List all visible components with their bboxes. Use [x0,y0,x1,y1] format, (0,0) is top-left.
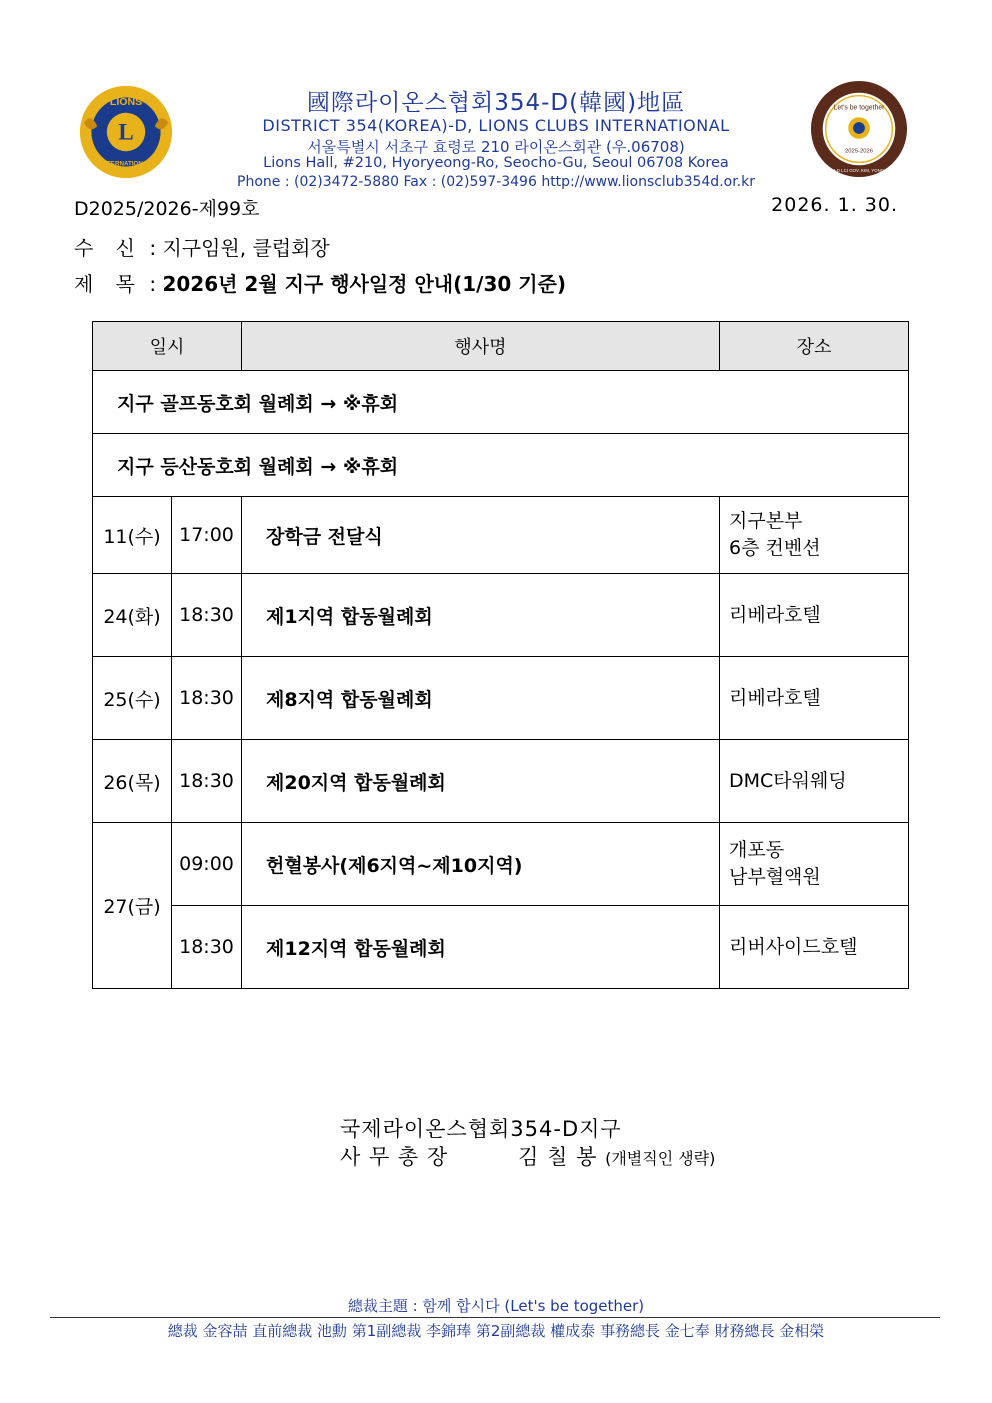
address-en: Lions Hall, #210, Hyoryeong-Ro, Seocho-Gu, Seoul 06708 Korea [263,155,729,171]
row-day: 24(화) [93,574,172,657]
row-time: 18:30 [172,740,242,823]
row-place: 리베라호텔 [720,574,909,657]
table-row [93,740,909,823]
subject-value: 2026년 2월 지구 행사일정 안내(1/30 기준) [162,272,567,296]
place-line: 6층 컨벤션 [729,537,821,559]
table-row [93,497,909,574]
row-time: 17:00 [172,497,242,574]
svg-text:Let's be together: Let's be together [833,104,885,112]
row-place [720,823,909,906]
table-row [93,371,909,434]
header-place: 장소 [720,322,909,371]
row-event: 제12지역 합동월례회 [242,906,720,989]
row-day: 11(수) [93,497,172,574]
row-day: 25(수) [93,657,172,740]
header-event: 행사명 [242,322,720,371]
signature-note: (개별직인 생략) [605,1149,716,1168]
table-header-row [93,322,909,371]
row-place [720,497,909,574]
schedule-table [92,321,909,989]
signature-title: 사 무 총 장 [340,1145,449,1169]
svg-text:INTERNATIONAL: INTERNATIONAL [100,160,152,168]
row-event: 제8지역 합동월례회 [242,657,720,740]
footer-officers: 總裁 金容喆 直前總裁 池勳 第1副總裁 李錦琫 第2副總裁 權成泰 事務總長 金七奉 財務總長 金相榮 [167,1322,825,1340]
place-line: 지구본부 [729,510,803,532]
svg-text:2025-2026: 2025-2026 [844,148,874,155]
signature-org: 국제라이온스협회354-D지구 [340,1117,622,1141]
place-line: 개포동 [729,839,785,861]
row-time: 09:00 [172,823,242,906]
document-number: D2025/2026-제99호 [74,198,260,220]
row-place: 리베라호텔 [720,657,909,740]
letterhead [0,80,992,192]
lions-logo-icon [78,84,174,180]
row-time: 18:30 [172,574,242,657]
row-place: DMC타워웨딩 [720,740,909,823]
table-row [93,434,909,497]
table-row [93,906,909,989]
address-kr: 서울특별시 서초구 효령로 210 라이온스회관 (우.06708) [307,138,685,156]
org-name-kr: 國際라이온스협회354-D(韓國)地區 [306,90,686,116]
recipient-value: 지구임원, 클럽회장 [162,236,330,260]
row-event: 헌혈봉사(제6지역~제10지역) [242,823,720,906]
note-golf: 지구 골프동호회 월례회 → ※휴회 [93,371,909,434]
document-date: 2026. 1. 30. [771,194,898,216]
footer-divider [50,1317,940,1318]
recipient-line: 수 신 : 지구임원, 클럽회장 [74,236,330,260]
signature-line [340,1141,715,1171]
row-event: 제1지역 합동월례회 [242,574,720,657]
row-event: 제20지역 합동월례회 [242,740,720,823]
footer-motto: 總裁主題 : 함께 합시다 (Let's be together) [347,1297,645,1315]
row-time: 18:30 [172,906,242,989]
signature-name: 김 칠 봉 [518,1145,598,1169]
svg-text:LIONS: LIONS [109,96,143,109]
place-line: 남부혈액원 [729,866,821,888]
subject-label: 제 목 [74,272,143,296]
org-name-en: DISTRICT 354(KOREA)-D, LIONS CLUBS INTERNATIONAL [262,116,730,135]
note-hiking: 지구 등산동호회 월례회 → ※휴회 [93,434,909,497]
subject-line: 제 목 : 2026년 2월 지구 행사일정 안내(1/30 기준) [74,272,567,296]
recipient-label: 수 신 [74,236,143,260]
table-row [93,657,909,740]
contact-line: Phone : (02)3472-5880 Fax : (02)597-3496 http://www.lionsclub354d.or.kr [237,174,755,190]
row-time: 18:30 [172,657,242,740]
row-place: 리버사이드호텔 [720,906,909,989]
row-event: 장학금 전달식 [242,497,720,574]
district-seal-icon [810,80,908,178]
svg-text:DIST.354-D LCI GOV. KIM, YONG: DIST.354-D LCI GOV. KIM, YONG-CHEOL [817,168,901,174]
row-day: 26(목) [93,740,172,823]
row-day: 27(금) [93,823,172,989]
table-row [93,823,909,906]
table-row [93,574,909,657]
svg-text:L: L [118,118,134,145]
header-datetime: 일시 [93,322,242,371]
